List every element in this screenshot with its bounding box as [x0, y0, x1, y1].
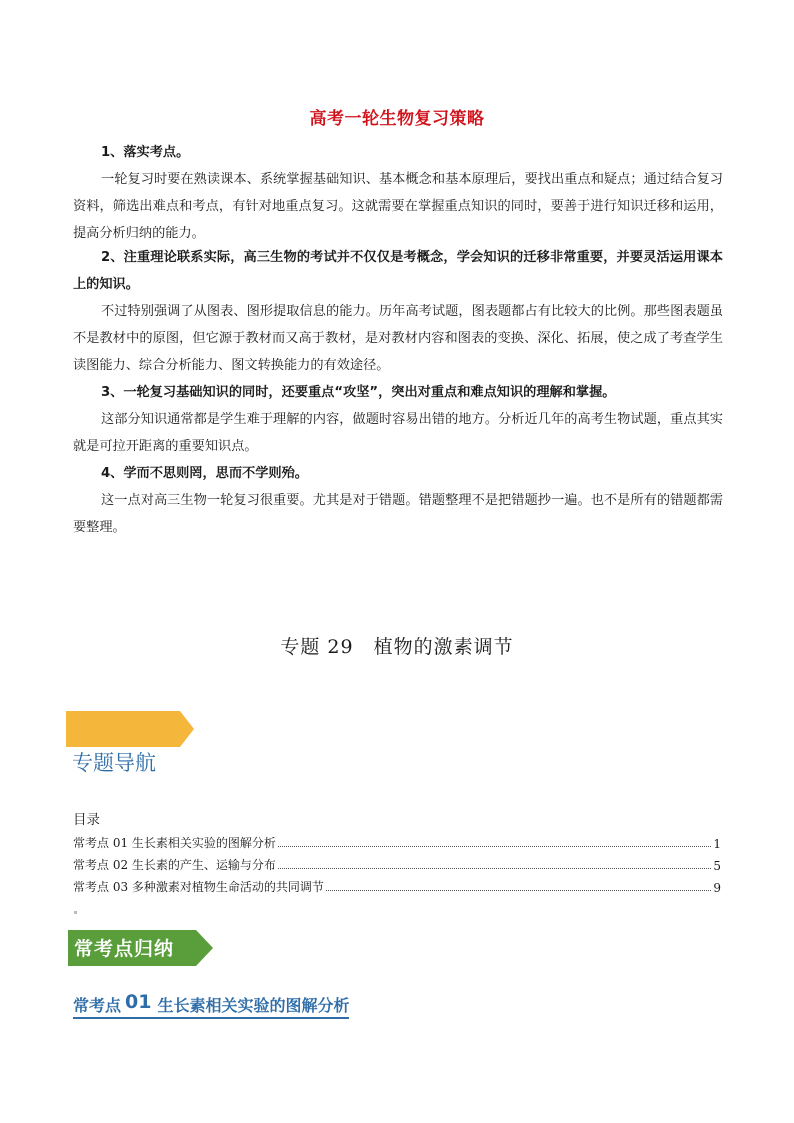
- strategy-section-1: [73, 139, 723, 247]
- toc-entry-page: 1: [713, 837, 721, 851]
- section-body-2: 不过特别强调了从图表、图形提取信息的能力。历年高考试题，图表题都占有比较大的比例。那些图表题虽不是教材中的原图，但它源于教材而又高于教材，是对教材内容和图表的变换、深化、拓展，使之成了考查学生读图能力、综合分析能力、图文转换能力的有效途径。: [73, 304, 723, 373]
- summary-label: 常考点归纳: [74, 938, 175, 960]
- toc-entry-title: 常考点 01 生长素相关实验的图解分析: [73, 836, 276, 850]
- section-heading-1: 1、落实考点。: [101, 145, 190, 160]
- strategy-section-3: [73, 379, 723, 460]
- section-heading: [73, 993, 349, 1019]
- section-title: 生长素相关实验的图解分析: [157, 996, 350, 1015]
- tiny-mark: [74, 911, 77, 914]
- strategy-section-4: [73, 460, 723, 541]
- toc-entry-title: 常考点 02 生长素的产生、运输与分布: [73, 858, 276, 872]
- section-body-3: 这部分知识通常都是学生难于理解的内容，做题时容易出错的地方。分析近几年的高考生物试题，重点其实就是可拉开距离的重要知识点。: [73, 412, 723, 454]
- strategy-section-2: [73, 244, 723, 379]
- toc-entry[interactable]: [73, 853, 721, 873]
- document-title: 高考一轮生物复习策略: [309, 109, 485, 129]
- toc-entry-title: 常考点 03 多种激素对植物生命活动的共同调节: [73, 880, 324, 894]
- section-number: 01: [125, 991, 152, 1013]
- toc-entry-page: 9: [713, 881, 721, 895]
- toc-leader: [326, 890, 711, 891]
- section-heading-2: 2、注重理论联系实际，高三生物的考试并不仅仅是考概念，学会知识的迁移非常重要，并要灵活运用课本上的知识。: [73, 250, 723, 292]
- navigation-banner-shape: [66, 711, 194, 747]
- section-heading-4: 4、学而不思则罔，思而不学则殆。: [101, 466, 308, 481]
- section-body-1: 一轮复习时要在熟读课本、系统掌握基础知识、基本概念和基本原理后，要找出重点和疑点；通过结合复习资料，筛选出难点和考点，有针对地重点复习。这就需要在掌握重点知识的同时，要善于进行知识迁移和运用，提高分析归纳的能力。: [73, 172, 723, 241]
- navigation-label: 专题导航: [72, 751, 156, 775]
- toc-entry[interactable]: [73, 831, 721, 851]
- toc-entry-page: 5: [713, 859, 721, 873]
- section-heading-3: 3、一轮复习基础知识的同时，还要重点“攻坚”，突出对重点和难点知识的理解和掌握。: [101, 385, 616, 400]
- section-prefix: 常考点: [73, 996, 122, 1015]
- toc-entry[interactable]: [73, 875, 721, 895]
- toc-label: 目录: [73, 812, 100, 828]
- toc-leader: [278, 868, 711, 869]
- section-body-4: 这一点对高三生物一轮复习很重要。尤其是对于错题。错题整理不是把错题抄一遍。也不是所有的错题都需要整理。: [73, 493, 723, 535]
- topic-title: 专题 29 植物的激素调节: [280, 636, 514, 658]
- toc-leader: [278, 846, 711, 847]
